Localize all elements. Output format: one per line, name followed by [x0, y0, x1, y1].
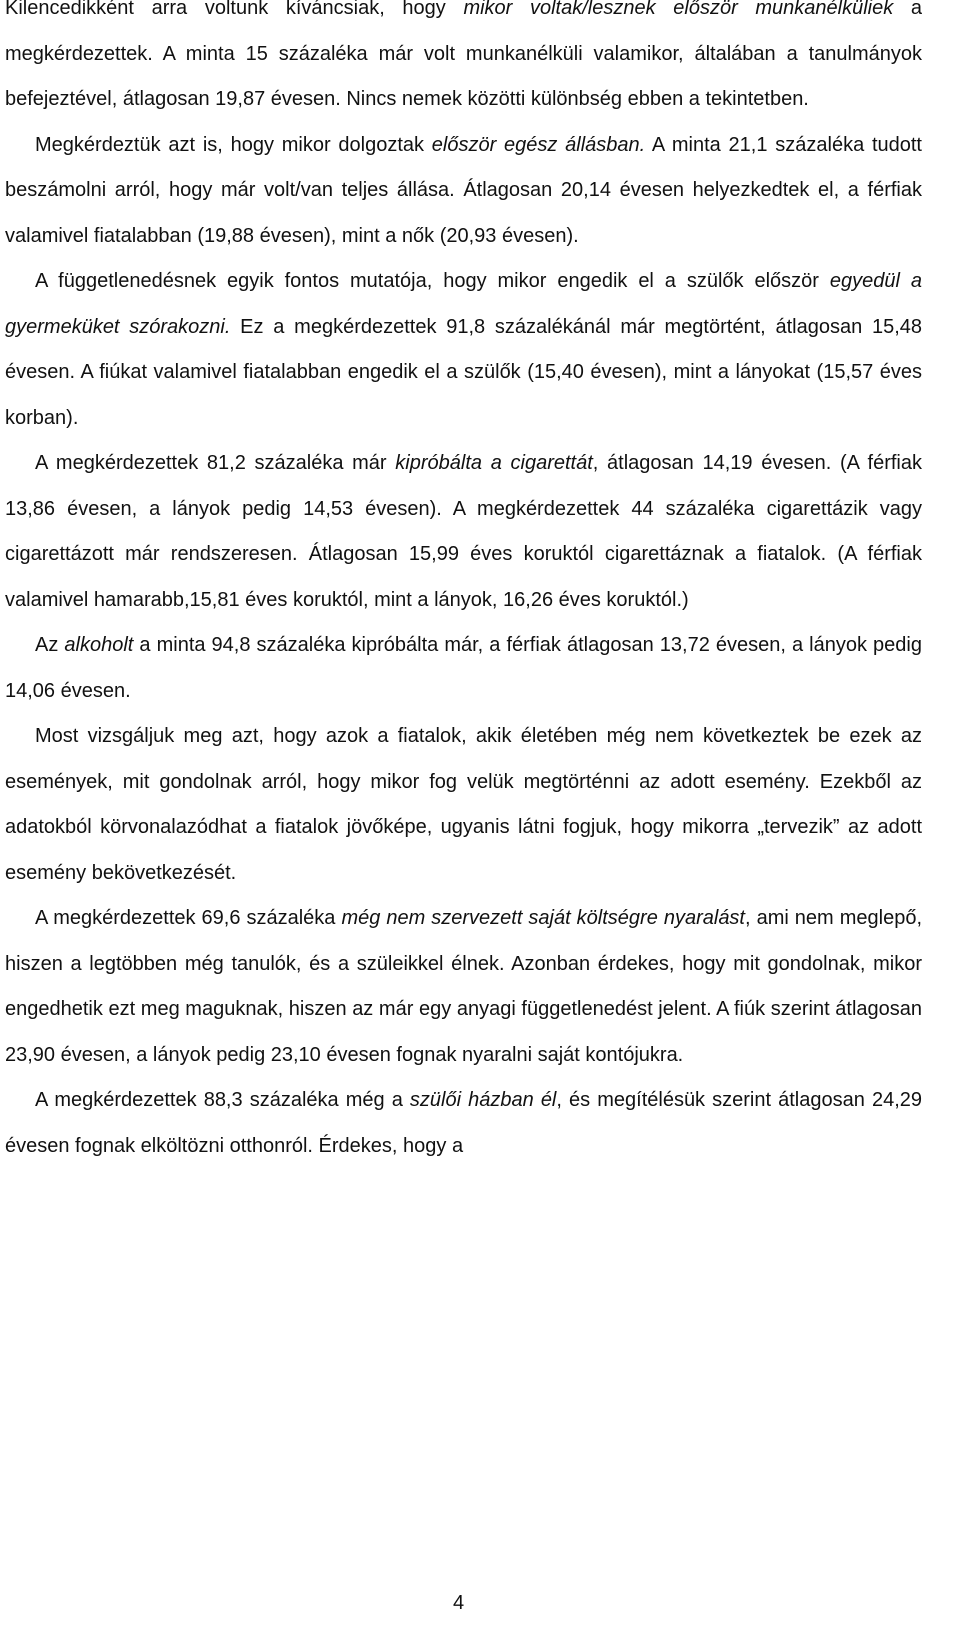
paragraph-cigarettes	[5, 441, 922, 623]
text-run: A megkérdezettek 81,2 százaléka már	[35, 452, 396, 474]
paragraph-going-out-alone	[5, 259, 922, 441]
text-run: Ez a megkérdezettek 91,8 százalékánál már megtörtént, átlagosan 15,48 évesen. A fiúkat valamivel fiatalabban engedik el a szülők (15,40 évesen), mint a lányokat (15,57 éves korban).	[5, 315, 923, 429]
italic-run: mikor voltak/lesznek először munkanélküliek	[463, 0, 894, 19]
italic-run: kipróbálta a cigarettát	[395, 452, 593, 474]
text-run: a megkérdezettek. A minta 15 százaléka már volt munkanélküli valamikor, általában a tanulmányok befejeztével, átlagosan 19,87 évesen. Nincs nemek közötti különbség ebben a tekintetben.	[5, 0, 923, 110]
text-run: A minta 21,1 százaléka tudott beszámolni arról, hogy már volt/van teljes állása. Átlagosan 20,14 évesen helyezkedtek el, a férfiak valamivel fiatalabban (19,88 évesen), mint a nők (20,93 évesen).	[5, 133, 922, 247]
paragraph-future-events	[5, 714, 922, 896]
italic-run: először egész állásban.	[431, 133, 646, 156]
text-run: Az	[35, 634, 65, 656]
text-run: a minta 94,8 százaléka kipróbálta már, a férfiak átlagosan 13,72 évesen, a lányok pedig 14,06 évesen.	[5, 634, 922, 702]
page-number: 4	[452, 1592, 465, 1614]
text-run: , és megítélésük szerint átlagosan 24,29 évesen fognak elköltözni otthonról. Érdekes, hogy a	[5, 1089, 922, 1157]
text-run: Kilencedikként arra voltunk kíváncsiak, hogy	[5, 0, 464, 19]
italic-run: még nem szervezett saját költségre nyaralást	[341, 907, 745, 929]
italic-run: szülői házban él	[409, 1089, 557, 1111]
text-run: Megkérdeztük azt is, hogy mikor dolgoztak	[35, 133, 432, 156]
text-run: A megkérdezettek 88,3 százaléka még a	[35, 1089, 410, 1111]
paragraph-unemployment	[5, 0, 922, 123]
text-run: Most vizsgáljuk meg azt, hogy azok a fiatalok, akik életében még nem következtek be ezek az események, mit gondolnak arról, hogy mikor fog velük megtörténni az adott esemény. Ezekből az adatokból körvonalazódhat a fiatalok jövőképe, ugyanis látni fogjuk, hogy mikorra „tervezik” az adott esemény bekövetkezését.	[5, 725, 922, 884]
text-run: , átlagosan 14,19 évesen. (A férfiak 13,86 évesen, a lányok pedig 14,53 évesen). A megkérdezettek 44 százaléka cigarettázik vagy cigarettázott már rendszeresen. Átlagosan 15,99 éves koruktól cigarettáznak a fiatalok. (A férfiak valamivel hamarabb,15,81 éves koruktól, mint a lányok, 16,26 éves koruktól.)	[5, 452, 922, 611]
paragraph-full-time-job	[5, 123, 922, 260]
paragraph-holiday	[5, 896, 922, 1078]
italic-run: egyedül a gyermeküket szórakozni.	[5, 270, 922, 338]
document-page	[5, 0, 922, 1169]
paragraph-alcohol	[5, 623, 922, 714]
text-run: A megkérdezettek 69,6 százaléka	[35, 907, 342, 929]
text-run: , ami nem meglepő, hiszen a legtöbben még tanulók, és a szüleikkel élnek. Azonban érdekes, hogy mit gondolnak, mikor engedhetik ezt meg maguknak, hiszen az már egy anyagi függetlenedést jelent. A fiúk szerint átlagosan 23,90 évesen, a lányok pedig 23,10 évesen fognak nyaralni saját kontójukra.	[5, 907, 922, 1066]
paragraph-parental-home	[5, 1078, 922, 1169]
italic-run: alkoholt	[64, 634, 134, 656]
text-run: A függetlenedésnek egyik fontos mutatója, hogy mikor engedik el a szülők először	[35, 270, 830, 292]
